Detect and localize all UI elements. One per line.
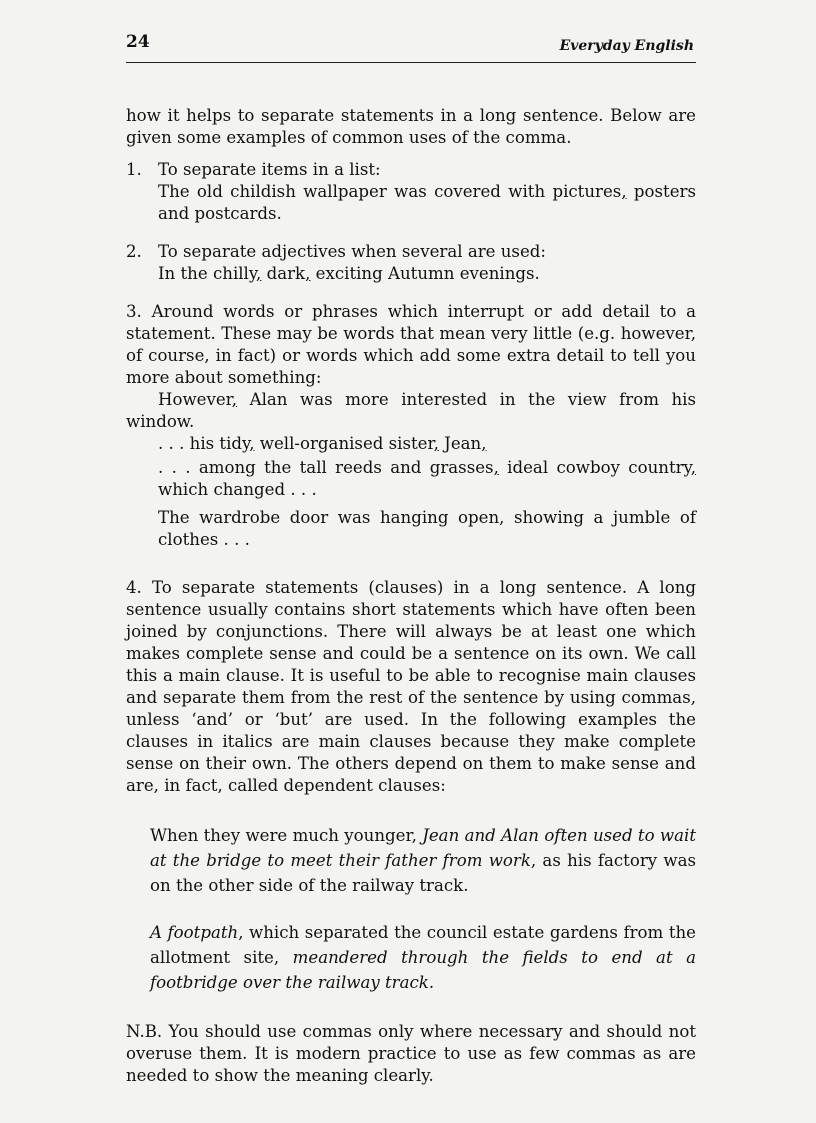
item-heading: To separate adjectives when several are used: [158, 242, 546, 261]
item-number: 2. [126, 242, 142, 261]
underlined-comma: , [231, 390, 238, 409]
item-number: 1. [126, 160, 142, 179]
item-heading: To separate items in a list: [158, 160, 381, 179]
list-item-4 [126, 577, 696, 995]
example-sentence: The wardrobe door was hanging open, showing a jumble of clothes . . . [158, 508, 696, 549]
page-body [126, 105, 696, 1087]
underlined-comma: , [621, 182, 627, 201]
main-clause: meandered through the fields to end at a footbridge over the railway track. [150, 948, 696, 992]
underlined-comma: , [249, 434, 255, 453]
example-sentence: The old childish wallpaper was covered with pictures, posters and postcards. [158, 182, 696, 223]
item-paragraph: 4. To separate statements (clauses) in a long sentence. A long sentence usually contains short statements which have often been joined by conjunctions. There will always be at least one which makes complete sense and could be a sentence on its own. We call this a main clause. It is useful to be able to recognise main clauses and separate them from the rest of the sentence by using commas, unless ‘and’ or ‘but’ are used. In the following examples the clauses in italics are main clauses because they make complete sense on their own. The others depend on them to make sense and are, in fact, called dependent clauses: [126, 578, 696, 795]
note-paragraph: N.B. You should use commas only where necessary and should not overuse them. It is modern practice to use as few commas as are needed to show the meaning clearly. [126, 1022, 696, 1085]
example-sentence: . . . among the tall reeds and grasses, ideal cowboy country, which changed . . . [158, 458, 696, 499]
underlined-comma: , [690, 458, 696, 477]
main-clause: Jean and Alan often used to wait at the bridge to meet their father from work [150, 826, 696, 870]
list-item-3 [126, 301, 696, 551]
underlined-comma: , [256, 264, 262, 283]
example-sentence: . . . his tidy, well-organised sister, Jean, [158, 434, 487, 453]
underlined-comma: , [481, 434, 487, 453]
list-item-1 [126, 159, 696, 225]
example-sentence: In the chilly, dark, exciting Autumn evenings. [158, 264, 540, 283]
intro-paragraph: how it helps to separate statements in a long sentence. Below are given some examples of common uses of the comma. [126, 106, 696, 147]
header-rule [126, 62, 696, 63]
underlined-comma: , [305, 264, 311, 283]
page-number: 24 [126, 32, 150, 52]
main-clause: A footpath [150, 923, 239, 942]
underlined-comma: , [493, 458, 499, 477]
list-item-2 [126, 241, 696, 285]
example-sentence: However, Alan was more interested in the view from his window. [126, 390, 696, 431]
running-title: Everyday English [559, 38, 694, 54]
item-paragraph: 3. Around words or phrases which interrupt or add detail to a statement. These may be words that mean very little (e.g. however, of course, in fact) or words which add some extra detail to tell you more about something: [126, 302, 696, 387]
underlined-comma: , [433, 434, 439, 453]
example-sentence: A footpath, which separated the council estate gardens from the allotment site, meandered through the fields to end at a footbridge over the railway track. [150, 923, 697, 992]
example-sentence: When they were much younger, Jean and Alan often used to wait at the bridge to meet their father from work, as his factory was on the other side of the railway track. [150, 826, 696, 895]
